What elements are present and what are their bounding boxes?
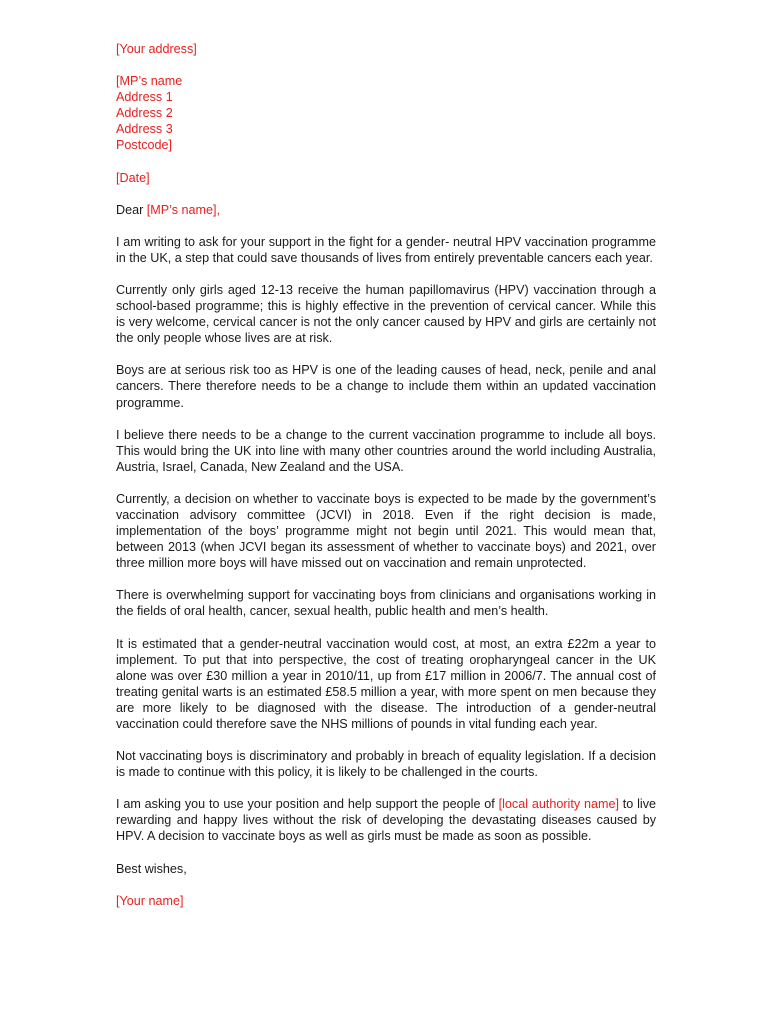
signoff: Best wishes, <box>116 861 187 876</box>
salutation-name: [MP’s name], <box>146 202 221 217</box>
body-paragraph-7: It is estimated that a gender-neutral vaccination would cost, at most, an extra £22m a year to implement. To put that into perspective, the cost of treating oropharyngeal cancer in the UK alone was over £30 million a year in 2010/11, up from £17 million in 2006/7. The annual cost of treating genital warts is an estimated £58.5 million a year, with more spent on men because they are more likely to be diagnosed with the disease. The introduction of a gender-neutral vaccination could therefore save the NHS millions of pounds in vital funding each year. <box>116 636 656 731</box>
body-paragraph-1: I am writing to ask for your support in the fight for a gender- neutral HPV vaccination programme in the UK, a step that could save thousands of lives from entirely preventable cancers each year. <box>116 234 656 265</box>
signature-name: [Your name] <box>116 893 184 908</box>
body-paragraph-5: Currently, a decision on whether to vaccinate boys is expected to be made by the government’s vaccination advisory committee (JCVI) in 2018. Even if the right decision is made, implementation of the boys’ programme might not begin until 2021. This would mean that, between 2013 (when JCVI began its assessment of whether to vaccinate boys) and 2021, over three million more boys will have missed out on vaccination and remain unprotected. <box>116 491 656 571</box>
sender-address: [Your address] <box>116 42 197 56</box>
recipient-address-3: Address 3 <box>116 122 173 137</box>
salutation-prefix: Dear <box>116 202 147 217</box>
recipient-address-2: Address 2 <box>116 106 173 121</box>
recipient-postcode: Postcode] <box>116 138 173 153</box>
salutation <box>116 202 656 218</box>
recipient-name: [MP’s name <box>116 74 183 89</box>
body-paragraph-9 <box>116 796 656 844</box>
body-paragraph-6: There is overwhelming support for vaccinating boys from clinicians and organisations working in the fields of oral health, cancer, sexual health, public health and men’s health. <box>116 588 656 619</box>
body-paragraph-4: I believe there needs to be a change to the current vaccination programme to include all boys. This would bring the UK into line with many other countries around the world including Australia, Austria, Israel, Canada, New Zealand and the USA. <box>116 427 656 474</box>
body-paragraph-2: Currently only girls aged 12-13 receive the human papillomavirus (HPV) vaccination through a school-based programme; this is highly effective in the prevention of cervical cancer. While this is very welcome, cervical cancer is not the only cancer caused by HPV and girls are certainly not the only people whose lives are at risk. <box>116 282 656 346</box>
letter-date: [Date] <box>116 170 150 185</box>
recipient-address-block <box>116 73 656 153</box>
body-paragraph-3: Boys are at serious risk too as HPV is one of the leading causes of head, neck, penile and anal cancers. There therefore needs to be a change to include them within an updated vaccination programme. <box>116 363 656 410</box>
recipient-address-1: Address 1 <box>116 90 173 105</box>
letter <box>116 41 656 909</box>
local-authority-placeholder: [local authority name] <box>498 797 619 812</box>
paragraph-9-text-start: I am asking you to use your position and help support the people of <box>116 797 499 812</box>
paragraph-9-text-end: to live rewarding and happy lives without the risk of developing the devastating diseases caused by HPV. A decision to vaccinate boys as well as girls must be made as soon as possible. <box>116 797 656 844</box>
body-paragraph-8: Not vaccinating boys is discriminatory and probably in breach of equality legislation. If a decision is made to continue with this policy, it is likely to be challenged in the courts. <box>116 749 656 780</box>
